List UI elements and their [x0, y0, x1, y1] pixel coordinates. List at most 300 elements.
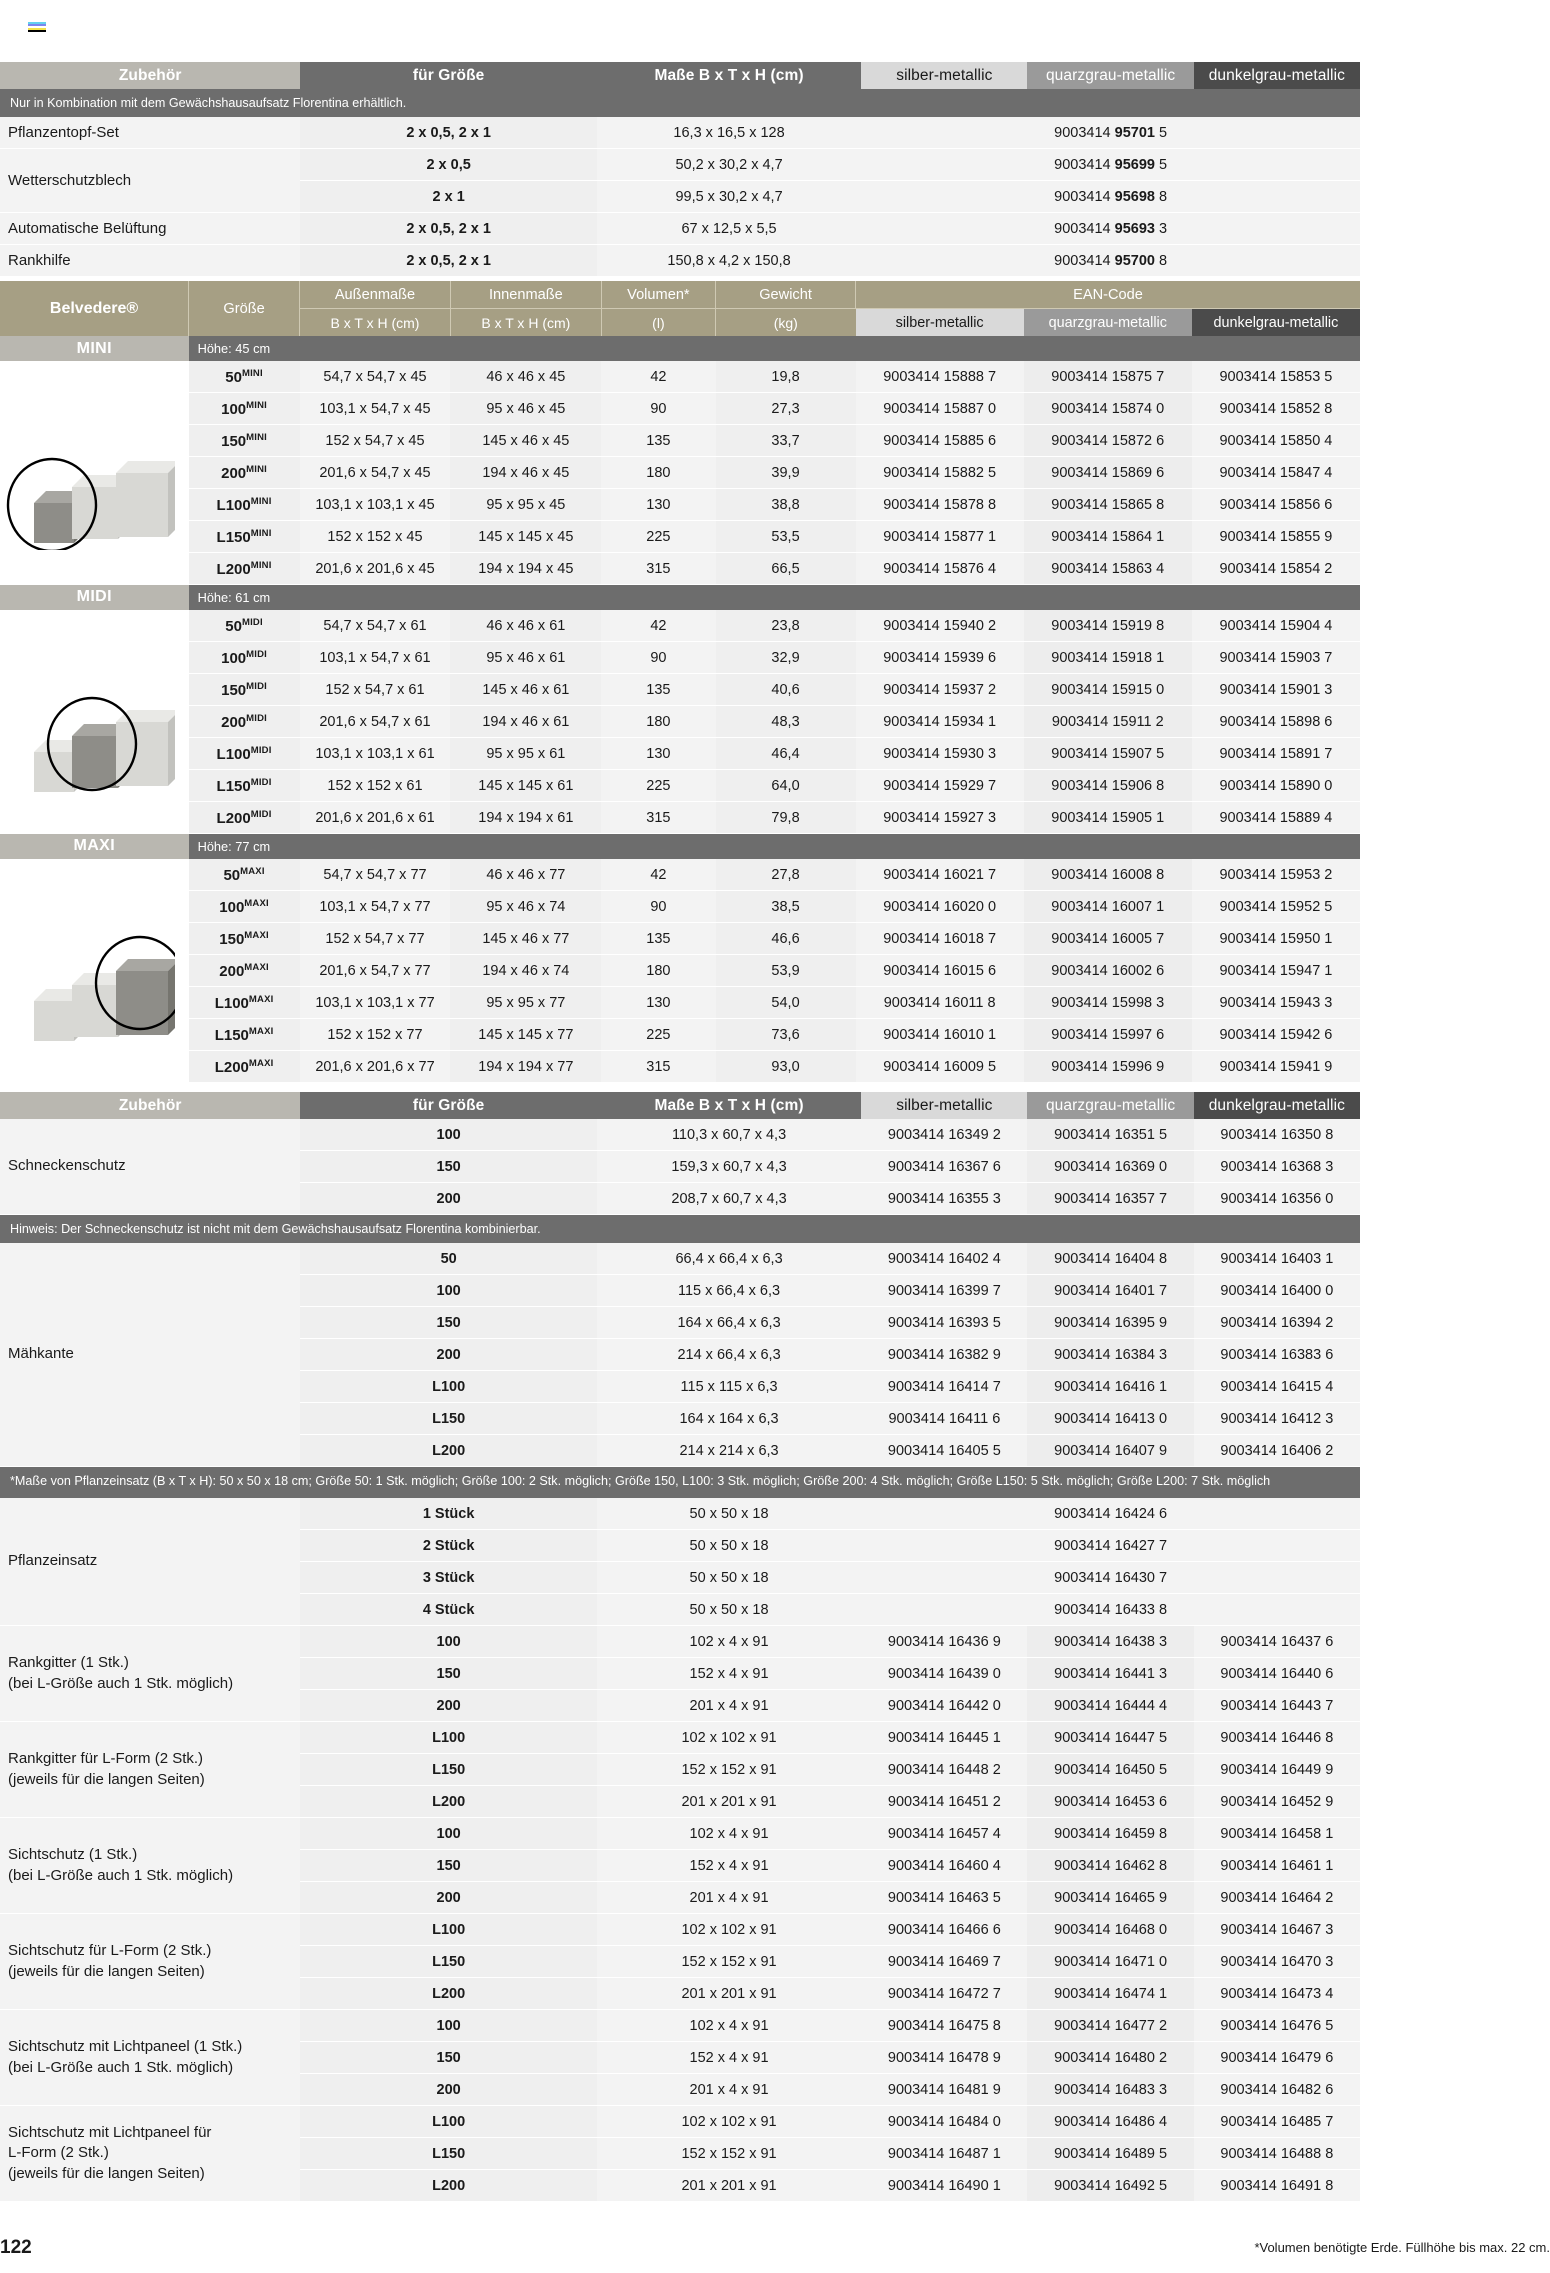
accessory-name-line: Rankgitter für L-Form (2 Stk.) [8, 1750, 204, 1768]
size-value: 100 [221, 649, 247, 667]
belvedere-ean-silber: 9003414 16010 1 [856, 1019, 1024, 1051]
table-row [0, 955, 1360, 987]
belvedere-volumen: 225 [601, 770, 715, 802]
size-value: 200 [219, 962, 245, 980]
belvedere-ean-silber: 9003414 16020 0 [856, 891, 1024, 923]
belvedere-gewicht: 27,8 [716, 859, 856, 891]
ean-bold-part: 95699 [1114, 156, 1155, 173]
belvedere-size [189, 923, 300, 955]
accessory-size: 100 [300, 1626, 596, 1658]
accessory-ean-dunkelgrau: 9003414 16452 9 [1194, 1786, 1360, 1818]
belvedere-ean-silber: 9003414 15882 5 [856, 457, 1024, 489]
size-suffix: MAXI [244, 929, 269, 941]
accessory-ean-quarzgrau: 9003414 16447 5 [1027, 1722, 1193, 1754]
belvedere-volumen: 90 [601, 393, 715, 425]
accessory-size: L150 [300, 1946, 596, 1978]
belvedere-header [0, 281, 1360, 336]
belvedere-size [189, 393, 300, 425]
accessory-ean-dunkelgrau: 9003414 16449 9 [1194, 1754, 1360, 1786]
belvedere-volumen: 130 [601, 738, 715, 770]
size-value: 100 [219, 898, 245, 916]
belvedere-aussenmasse: 103,1 x 54,7 x 61 [300, 642, 451, 674]
belvedere-ean-dunkelgrau: 9003414 15953 2 [1192, 859, 1360, 891]
accessory-dimensions: 102 x 102 x 91 [597, 2106, 861, 2138]
belvedere-innenmasse: 95 x 95 x 61 [450, 738, 601, 770]
col-subheader-dunkelgrau: dunkelgrau-metallic [1192, 309, 1360, 337]
accessory-ean-dunkelgrau: 9003414 16464 2 [1194, 1882, 1360, 1914]
belvedere-aussenmasse: 152 x 54,7 x 77 [300, 923, 451, 955]
col-header-dimensions: Maße B x T x H (cm) [597, 62, 861, 89]
accessory-size: L100 [300, 2106, 596, 2138]
table-row [0, 1498, 1360, 1530]
footnote-volume: *Volumen benötigte Erde. Füllhöhe bis max. 22 cm. [1254, 2240, 1550, 2255]
size-suffix: MIDI [246, 680, 268, 692]
col-subheader-volumen-unit: (l) [601, 309, 715, 337]
accessory-ean-quarzgrau: 9003414 16416 1 [1027, 1371, 1193, 1403]
belvedere-aussenmasse: 54,7 x 54,7 x 77 [300, 859, 451, 891]
belvedere-gewicht: 46,6 [716, 923, 856, 955]
belvedere-ean-quarzgrau: 9003414 15907 5 [1024, 738, 1192, 770]
belvedere-ean-dunkelgrau: 9003414 15898 6 [1192, 706, 1360, 738]
accessory-size: 2 x 1 [300, 181, 596, 213]
accessory-name-line: Rankgitter (1 Stk.) [8, 1654, 129, 1672]
accessory-ean-silber: 9003414 16393 5 [861, 1307, 1027, 1339]
belvedere-group-header [0, 834, 1360, 860]
accessory-ean: 9003414 95701 5 [861, 117, 1360, 149]
belvedere-innenmasse: 145 x 46 x 61 [450, 674, 601, 706]
accessory-name-line: Sichtschutz mit Lichtpaneel für [8, 2124, 212, 2142]
accessory-name-line: (jeweils für die langen Seiten) [8, 1770, 205, 1788]
accessory-ean-quarzgrau: 9003414 16465 9 [1027, 1882, 1193, 1914]
belvedere-ean-dunkelgrau: 9003414 15903 7 [1192, 642, 1360, 674]
belvedere-ean-quarzgrau: 9003414 15997 6 [1024, 1019, 1192, 1051]
accessory-dimensions: 102 x 102 x 91 [597, 1914, 861, 1946]
accessory-top-header [0, 62, 1360, 117]
col-header-ean-code: EAN-Code [856, 281, 1360, 309]
accessory-top-table [0, 62, 1360, 277]
size-suffix: MAXI [244, 961, 269, 973]
product-illustration-midi [0, 610, 189, 834]
accessory-ean-dunkelgrau: 9003414 16485 7 [1194, 2106, 1360, 2138]
accessory-ean-silber: 9003414 16402 4 [861, 1243, 1027, 1275]
belvedere-size [189, 489, 300, 521]
belvedere-ean-dunkelgrau: 9003414 15855 9 [1192, 521, 1360, 553]
table-row [0, 1119, 1360, 1151]
table-row [0, 457, 1360, 489]
accessory-size: 200 [300, 1183, 596, 1215]
size-suffix: MINI [246, 399, 268, 411]
accessory-dimensions: 115 x 115 x 6,3 [597, 1371, 861, 1403]
accessory-ean-quarzgrau: 9003414 16492 5 [1027, 2170, 1193, 2202]
accessory-ean-dunkelgrau: 9003414 16356 0 [1194, 1183, 1360, 1215]
accessory-name [0, 1626, 300, 1722]
accessory-ean-quarzgrau: 9003414 16357 7 [1027, 1183, 1193, 1215]
col-subheader-aussen-unit: B x T x H (cm) [300, 309, 451, 337]
accessory-dimensions: 110,3 x 60,7 x 4,3 [597, 1119, 861, 1151]
size-suffix: MIDI [250, 776, 272, 788]
accessory-name: Pflanzentopf-Set [0, 117, 300, 149]
belvedere-title: Belvedere® [0, 281, 189, 336]
belvedere-volumen: 135 [601, 923, 715, 955]
belvedere-ean-silber: 9003414 16021 7 [856, 859, 1024, 891]
accessory-ean-quarzgrau: 9003414 16477 2 [1027, 2010, 1193, 2042]
belvedere-ean-quarzgrau: 9003414 15865 8 [1024, 489, 1192, 521]
accessory-ean-silber: 9003414 16382 9 [861, 1339, 1027, 1371]
accessory-size: L100 [300, 1722, 596, 1754]
accessory-name [0, 1722, 300, 1818]
accessory-size: 100 [300, 1275, 596, 1307]
table-row [0, 1243, 1360, 1275]
belvedere-volumen: 135 [601, 425, 715, 457]
belvedere-ean-dunkelgrau: 9003414 15904 4 [1192, 610, 1360, 642]
belvedere-aussenmasse: 152 x 152 x 61 [300, 770, 451, 802]
accessory-dimensions: 67 x 12,5 x 5,5 [597, 213, 861, 245]
accessory-name-line: (jeweils für die langen Seiten) [8, 2164, 205, 2182]
accessory-ean-silber: 9003414 16466 6 [861, 1914, 1027, 1946]
accessory-ean-quarzgrau: 9003414 16441 3 [1027, 1658, 1193, 1690]
accessory-size: L150 [300, 2138, 596, 2170]
belvedere-ean-silber: 9003414 15885 6 [856, 425, 1024, 457]
accessory-size: 150 [300, 1151, 596, 1183]
accessory-ean-quarzgrau: 9003414 16384 3 [1027, 1339, 1193, 1371]
belvedere-gewicht: 23,8 [716, 610, 856, 642]
ean-bold-part: 95698 [1114, 188, 1155, 205]
size-value: L200 [216, 560, 251, 578]
belvedere-size [189, 955, 300, 987]
table-row [0, 553, 1360, 585]
accessory-size: 100 [300, 1119, 596, 1151]
accessory-size: 150 [300, 2042, 596, 2074]
belvedere-innenmasse: 145 x 145 x 61 [450, 770, 601, 802]
belvedere-gewicht: 38,8 [716, 489, 856, 521]
size-suffix: MINI [250, 495, 272, 507]
belvedere-ean-quarzgrau: 9003414 16007 1 [1024, 891, 1192, 923]
belvedere-aussenmasse: 201,6 x 201,6 x 77 [300, 1051, 451, 1083]
ean-bold-part: 95701 [1114, 124, 1155, 141]
belvedere-aussenmasse: 201,6 x 201,6 x 45 [300, 553, 451, 585]
accessory-dimensions: 201 x 201 x 91 [597, 2170, 861, 2202]
size-suffix: MAXI [248, 1057, 274, 1069]
col-subheader-silber: silber-metallic [856, 309, 1024, 337]
table-row [0, 1019, 1360, 1051]
accessory-ean-dunkelgrau: 9003414 16467 3 [1194, 1914, 1360, 1946]
table-row [0, 393, 1360, 425]
table-row [0, 2106, 1360, 2138]
accessory-ean-silber: 9003414 16448 2 [861, 1754, 1027, 1786]
belvedere-ean-silber: 9003414 16018 7 [856, 923, 1024, 955]
size-value: L100 [216, 745, 251, 763]
table-row [0, 642, 1360, 674]
belvedere-ean-dunkelgrau: 9003414 15850 4 [1192, 425, 1360, 457]
accessory-dimensions: 201 x 201 x 91 [597, 1786, 861, 1818]
belvedere-gewicht: 93,0 [716, 1051, 856, 1083]
belvedere-volumen: 42 [601, 859, 715, 891]
accessory-name: Rankhilfe [0, 245, 300, 277]
table-row [0, 1722, 1360, 1754]
accessory-ean: 9003414 95693 3 [861, 213, 1360, 245]
accessory-ean-dunkelgrau: 9003414 16461 1 [1194, 1850, 1360, 1882]
accessory-size: 200 [300, 1882, 596, 1914]
accessory-name-line: L-Form (2 Stk.) [8, 2144, 109, 2162]
accessory-dimensions: 16,3 x 16,5 x 128 [597, 117, 861, 149]
belvedere-volumen: 130 [601, 987, 715, 1019]
belvedere-volumen: 315 [601, 1051, 715, 1083]
belvedere-ean-dunkelgrau: 9003414 15854 2 [1192, 553, 1360, 585]
accessory-name [0, 2106, 300, 2202]
belvedere-volumen: 42 [601, 361, 715, 393]
belvedere-size [189, 521, 300, 553]
belvedere-ean-silber: 9003414 16015 6 [856, 955, 1024, 987]
accessory-ean-quarzgrau: 9003414 16474 1 [1027, 1978, 1193, 2010]
accessory-ean: 9003414 95698 8 [861, 181, 1360, 213]
belvedere-volumen: 90 [601, 642, 715, 674]
belvedere-volumen: 135 [601, 674, 715, 706]
accessory-ean-silber: 9003414 16475 8 [861, 2010, 1027, 2042]
belvedere-ean-dunkelgrau: 9003414 15889 4 [1192, 802, 1360, 834]
accessory-size: 2 Stück [300, 1530, 596, 1562]
table-row [0, 1051, 1360, 1083]
belvedere-gewicht: 40,6 [716, 674, 856, 706]
belvedere-size [189, 425, 300, 457]
accessory-bottom-body [0, 1119, 1360, 2202]
belvedere-ean-dunkelgrau: 9003414 15947 1 [1192, 955, 1360, 987]
accessory-dimensions: 164 x 66,4 x 6,3 [597, 1307, 861, 1339]
group-height-label: Höhe: 77 cm [189, 834, 1360, 860]
size-value: L200 [216, 809, 251, 827]
accessory-ean-center: 9003414 16430 7 [861, 1562, 1360, 1594]
note-row [0, 1467, 1360, 1499]
belvedere-ean-dunkelgrau: 9003414 15943 3 [1192, 987, 1360, 1019]
page-number: 122 [0, 2237, 32, 2258]
accessory-dimensions: 159,3 x 60,7 x 4,3 [597, 1151, 861, 1183]
col-header-dunkelgrau: dunkelgrau-metallic [1194, 62, 1360, 89]
accessory-ean-quarzgrau: 9003414 16401 7 [1027, 1275, 1193, 1307]
belvedere-ean-quarzgrau: 9003414 15906 8 [1024, 770, 1192, 802]
belvedere-ean-dunkelgrau: 9003414 15952 5 [1192, 891, 1360, 923]
accessory-dimensions: 102 x 4 x 91 [597, 1818, 861, 1850]
accessory-dimensions: 208,7 x 60,7 x 4,3 [597, 1183, 861, 1215]
group-label-mini: MINI [0, 336, 189, 361]
size-value: 50 [225, 617, 242, 635]
col-header-silber-bottom: silber-metallic [861, 1092, 1027, 1119]
belvedere-ean-quarzgrau: 9003414 15919 8 [1024, 610, 1192, 642]
belvedere-size [189, 891, 300, 923]
accessory-size: L200 [300, 1786, 596, 1818]
size-value: 50 [223, 866, 241, 884]
belvedere-ean-silber: 9003414 15927 3 [856, 802, 1024, 834]
accessory-ean-silber: 9003414 16349 2 [861, 1119, 1027, 1151]
accessory-ean-dunkelgrau: 9003414 16470 3 [1194, 1946, 1360, 1978]
belvedere-ean-silber: 9003414 15877 1 [856, 521, 1024, 553]
size-value: 150 [219, 930, 245, 948]
accessory-size: 150 [300, 1307, 596, 1339]
belvedere-innenmasse: 194 x 46 x 74 [450, 955, 601, 987]
belvedere-ean-quarzgrau: 9003414 15864 1 [1024, 521, 1192, 553]
accessory-dimensions: 201 x 4 x 91 [597, 1690, 861, 1722]
belvedere-ean-quarzgrau: 9003414 15915 0 [1024, 674, 1192, 706]
belvedere-ean-silber: 9003414 15939 6 [856, 642, 1024, 674]
accessory-ean-dunkelgrau: 9003414 16383 6 [1194, 1339, 1360, 1371]
size-suffix: MINI [241, 367, 263, 379]
belvedere-ean-silber: 9003414 15937 2 [856, 674, 1024, 706]
accessory-ean-silber: 9003414 16463 5 [861, 1882, 1027, 1914]
belvedere-gewicht: 27,3 [716, 393, 856, 425]
belvedere-gewicht: 79,8 [716, 802, 856, 834]
table-row [0, 891, 1360, 923]
table-row [0, 706, 1360, 738]
belvedere-size [189, 674, 300, 706]
accessory-name [0, 1818, 300, 1914]
size-value: L150 [216, 777, 251, 795]
belvedere-size [189, 987, 300, 1019]
accessory-size: 4 Stück [300, 1594, 596, 1626]
size-suffix: MAXI [244, 897, 269, 909]
belvedere-aussenmasse: 152 x 54,7 x 61 [300, 674, 451, 706]
accessory-name-line: Sichtschutz für L-Form (2 Stk.) [8, 1942, 212, 1960]
accessory-dimensions: 201 x 201 x 91 [597, 1978, 861, 2010]
table-row [0, 521, 1360, 553]
size-value: L150 [216, 528, 251, 546]
belvedere-ean-dunkelgrau: 9003414 15901 3 [1192, 674, 1360, 706]
size-value: L150 [214, 1026, 249, 1044]
belvedere-gewicht: 32,9 [716, 642, 856, 674]
accessory-ean-silber: 9003414 16469 7 [861, 1946, 1027, 1978]
accessory-ean-dunkelgrau: 9003414 16368 3 [1194, 1151, 1360, 1183]
note-row [0, 1215, 1360, 1244]
accessory-ean-quarzgrau: 9003414 16471 0 [1027, 1946, 1193, 1978]
accessory-dimensions: 50 x 50 x 18 [597, 1530, 861, 1562]
belvedere-aussenmasse: 152 x 152 x 77 [300, 1019, 451, 1051]
belvedere-group-header [0, 585, 1360, 611]
accessory-ean-quarzgrau: 9003414 16480 2 [1027, 2042, 1193, 2074]
belvedere-size [189, 770, 300, 802]
belvedere-ean-dunkelgrau: 9003414 15852 8 [1192, 393, 1360, 425]
belvedere-ean-quarzgrau: 9003414 15918 1 [1024, 642, 1192, 674]
table-row [0, 738, 1360, 770]
accessory-bottom-header [0, 1092, 1360, 1119]
accessory-ean-quarzgrau: 9003414 16468 0 [1027, 1914, 1193, 1946]
accessory-size: L150 [300, 1754, 596, 1786]
accessory-dimensions: 50 x 50 x 18 [597, 1498, 861, 1530]
belvedere-size [189, 457, 300, 489]
belvedere-gewicht: 19,8 [716, 361, 856, 393]
accessory-dimensions: 102 x 4 x 91 [597, 1626, 861, 1658]
col-header-gewicht: Gewicht [716, 281, 856, 309]
belvedere-size [189, 361, 300, 393]
belvedere-innenmasse: 194 x 194 x 45 [450, 553, 601, 585]
table-row [0, 245, 1360, 277]
accessory-ean-quarzgrau: 9003414 16483 3 [1027, 2074, 1193, 2106]
belvedere-ean-quarzgrau: 9003414 15911 2 [1024, 706, 1192, 738]
belvedere-innenmasse: 145 x 145 x 77 [450, 1019, 601, 1051]
accessory-ean-dunkelgrau: 9003414 16403 1 [1194, 1243, 1360, 1275]
accessory-size: 200 [300, 1690, 596, 1722]
accessory-size: 200 [300, 1339, 596, 1371]
accessory-name [0, 1119, 300, 1215]
col-header-aussenmasse: Außenmaße [300, 281, 451, 309]
accessory-name-line: (bei L-Größe auch 1 Stk. möglich) [8, 1866, 234, 1884]
accessory-ean-silber: 9003414 16478 9 [861, 2042, 1027, 2074]
accessory-ean-silber: 9003414 16484 0 [861, 2106, 1027, 2138]
size-value: 100 [221, 400, 247, 418]
belvedere-aussenmasse: 201,6 x 201,6 x 61 [300, 802, 451, 834]
size-suffix: MIDI [246, 712, 268, 724]
accessory-size: L100 [300, 1914, 596, 1946]
col-header-innenmasse: Innenmaße [450, 281, 601, 309]
belvedere-aussenmasse: 152 x 54,7 x 45 [300, 425, 451, 457]
belvedere-innenmasse: 194 x 46 x 61 [450, 706, 601, 738]
belvedere-ean-quarzgrau: 9003414 16002 6 [1024, 955, 1192, 987]
accessory-name [0, 1914, 300, 2010]
accessory-dimensions: 99,5 x 30,2 x 4,7 [597, 181, 861, 213]
belvedere-aussenmasse: 103,1 x 54,7 x 45 [300, 393, 451, 425]
belvedere-aussenmasse: 54,7 x 54,7 x 45 [300, 361, 451, 393]
accessory-size: 2 x 0,5, 2 x 1 [300, 245, 596, 277]
size-value: 150 [221, 681, 247, 699]
accessory-dimensions: 164 x 164 x 6,3 [597, 1403, 861, 1435]
size-suffix: MINI [250, 527, 272, 539]
accessory-ean-dunkelgrau: 9003414 16476 5 [1194, 2010, 1360, 2042]
belvedere-volumen: 225 [601, 521, 715, 553]
accessory-ean-quarzgrau: 9003414 16369 0 [1027, 1151, 1193, 1183]
accessory-name-line: Mähkante [8, 1345, 74, 1363]
belvedere-innenmasse: 194 x 46 x 45 [450, 457, 601, 489]
table-row [0, 213, 1360, 245]
belvedere-ean-silber: 9003414 15878 8 [856, 489, 1024, 521]
accessory-size: 1 Stück [300, 1498, 596, 1530]
col-header-groesse: Größe [189, 281, 300, 336]
table-row [0, 1626, 1360, 1658]
belvedere-ean-quarzgrau: 9003414 15905 1 [1024, 802, 1192, 834]
accessory-ean-center: 9003414 16427 7 [861, 1530, 1360, 1562]
size-suffix: MAXI [248, 993, 274, 1005]
accessory-dimensions: 152 x 4 x 91 [597, 1850, 861, 1882]
accessory-size: 3 Stück [300, 1562, 596, 1594]
accessory-dimensions: 152 x 4 x 91 [597, 2042, 861, 2074]
accessory-dimensions: 214 x 66,4 x 6,3 [597, 1339, 861, 1371]
belvedere-ean-silber: 9003414 15934 1 [856, 706, 1024, 738]
accessory-ean-silber: 9003414 16481 9 [861, 2074, 1027, 2106]
accessory-top-body [0, 117, 1360, 277]
accessory-ean-center: 9003414 16433 8 [861, 1594, 1360, 1626]
belvedere-gewicht: 39,9 [716, 457, 856, 489]
table-row [0, 674, 1360, 706]
col-subheader-quarzgrau: quarzgrau-metallic [1024, 309, 1192, 337]
belvedere-ean-silber: 9003414 15929 7 [856, 770, 1024, 802]
ean-bold-part: 95693 [1114, 220, 1155, 237]
accessory-ean-quarzgrau: 9003414 16351 5 [1027, 1119, 1193, 1151]
accessory-ean-dunkelgrau: 9003414 16415 4 [1194, 1371, 1360, 1403]
belvedere-ean-dunkelgrau: 9003414 15853 5 [1192, 361, 1360, 393]
belvedere-innenmasse: 46 x 46 x 77 [450, 859, 601, 891]
belvedere-ean-quarzgrau: 9003414 15863 4 [1024, 553, 1192, 585]
registration-marks [28, 22, 46, 32]
col-header-silber: silber-metallic [861, 62, 1027, 89]
belvedere-innenmasse: 95 x 46 x 61 [450, 642, 601, 674]
product-illustration-mini [0, 361, 189, 585]
belvedere-size [189, 802, 300, 834]
accessory-top-table-wrapper [0, 62, 1360, 277]
note-pflanzeinsatz: *Maße von Pflanzeinsatz (B x T x H): 50 x 50 x 18 cm; Größe 50: 1 Stk. möglich; Größe 100: 2 Stk. möglich; Größe 150, L100: 3 Stk. möglich; Größe 200: 4 Stk. möglich; Größe L150: 5 Stk. möglich; Größe L200: 7 Stk. möglich [0, 1467, 1360, 1499]
accessory-dimensions: 152 x 152 x 91 [597, 1946, 861, 1978]
belvedere-ean-silber: 9003414 15888 7 [856, 361, 1024, 393]
table-row [0, 770, 1360, 802]
belvedere-size [189, 859, 300, 891]
accessory-ean: 9003414 95699 5 [861, 149, 1360, 181]
table-row [0, 802, 1360, 834]
belvedere-gewicht: 64,0 [716, 770, 856, 802]
size-suffix: MIDI [250, 808, 272, 820]
